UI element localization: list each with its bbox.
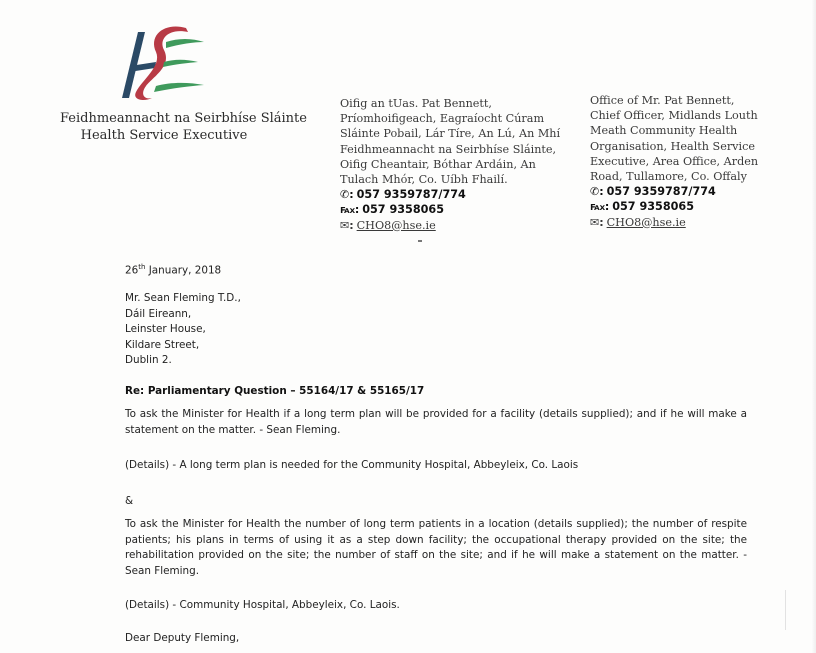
address-line: Office of Mr. Pat Bennett,: [590, 94, 735, 107]
fax-number: 057 9358065: [612, 200, 694, 214]
fax-line: [340, 202, 560, 217]
date-rest: January, 2018: [145, 264, 222, 277]
address-line: Sláinte Pobail, Lár Tíre, An Lú, An Mhí: [340, 127, 561, 141]
address-line: Tulach Mhór, Co. Uíbh Fhailí.: [340, 173, 508, 187]
letter-date: [125, 260, 747, 279]
organisation-name: [60, 110, 307, 144]
recipient-line: Dublin 2.: [125, 354, 172, 366]
phone-line: [590, 184, 758, 199]
org-name-english: Health Service Executive: [80, 128, 248, 143]
email-link[interactable]: CHO8@hse.ie: [356, 218, 436, 232]
email-link[interactable]: CHO8@hse.ie: [606, 215, 686, 229]
question-paragraph-1: To ask the Minister for Health if a long term plan will be provided for a facility (details supplied); and if he will make a statement on the matter. - Sean Fleming.: [125, 408, 747, 436]
subject-line: Re: Parliamentary Question – 55164/17 & 55165/17: [125, 385, 425, 397]
fax-number: 057 9358065: [362, 203, 444, 217]
email-icon: ✉:: [590, 215, 604, 229]
fax-line: [590, 199, 758, 214]
email-icon: ✉:: [340, 218, 354, 232]
hse-logo: [108, 22, 212, 102]
phone-line: [340, 187, 560, 202]
details-paragraph-2: (Details) - Community Hospital, Abbeyleix, Co. Laois.: [125, 599, 400, 611]
email-line: [340, 218, 560, 233]
address-line: Road, Tullamore, Co. Offaly: [590, 170, 747, 184]
address-line: Organisation, Health Service: [590, 139, 755, 153]
org-name-irish: Feidhmeannacht na Seirbhíse Sláinte: [60, 111, 307, 126]
recipient-line: Dáil Eireann,: [125, 307, 192, 320]
address-line: Meath Community Health: [590, 124, 738, 138]
details-paragraph-1: (Details) - A long term plan is needed for the Community Hospital, Abbeyleix, Co. Laois: [125, 459, 579, 471]
page-edge-shadow: [811, 0, 816, 653]
phone-icon: ✆:: [340, 188, 354, 202]
phone-icon: ✆:: [590, 185, 604, 199]
address-line: Oifig an tUas. Pat Bennett,: [340, 97, 492, 110]
ampersand: &: [125, 495, 134, 507]
address-line: Executive, Area Office, Arden: [590, 154, 759, 168]
phone-number: 057 9359787/774: [356, 188, 466, 202]
email-line: [590, 215, 758, 230]
recipient-line: Mr. Sean Fleming T.D.,: [125, 292, 241, 304]
recipient-line: Kildare Street,: [125, 338, 200, 351]
address-line: Oifig Cheantair, Bóthar Ardáin, An: [340, 157, 536, 171]
salutation: Dear Deputy Fleming,: [125, 632, 240, 644]
scan-artifact-line: [785, 590, 786, 630]
address-irish: [340, 96, 560, 233]
address-line: Feidhmeannacht na Seirbhíse Sláinte,: [340, 142, 557, 156]
phone-number: 057 9359787/774: [606, 185, 716, 199]
address-english: [590, 93, 758, 230]
recipient-line: Leinster House,: [125, 323, 206, 335]
address-line: Príomhoifigeach, Eagraíocht Cúram: [340, 112, 545, 126]
date-suffix: th: [138, 263, 146, 271]
recipient-address: [125, 291, 747, 369]
divider-mark: [418, 240, 422, 242]
question-paragraph-2: To ask the Minister for Health the number of long term patients in a location (details supplied); the number of respite patients; his plans in terms of using it as a step down facility; the occupational therapy provided on the site; the rehabilitation provided on the site; the number of staff on the site; and if he will make a statement on the matter. - Sean Fleming.: [125, 518, 747, 577]
date-day: 26: [125, 264, 139, 277]
fax-icon: ℻:: [340, 203, 360, 217]
address-line: Chief Officer, Midlands Louth: [590, 109, 758, 123]
fax-icon: ℻:: [590, 200, 610, 214]
